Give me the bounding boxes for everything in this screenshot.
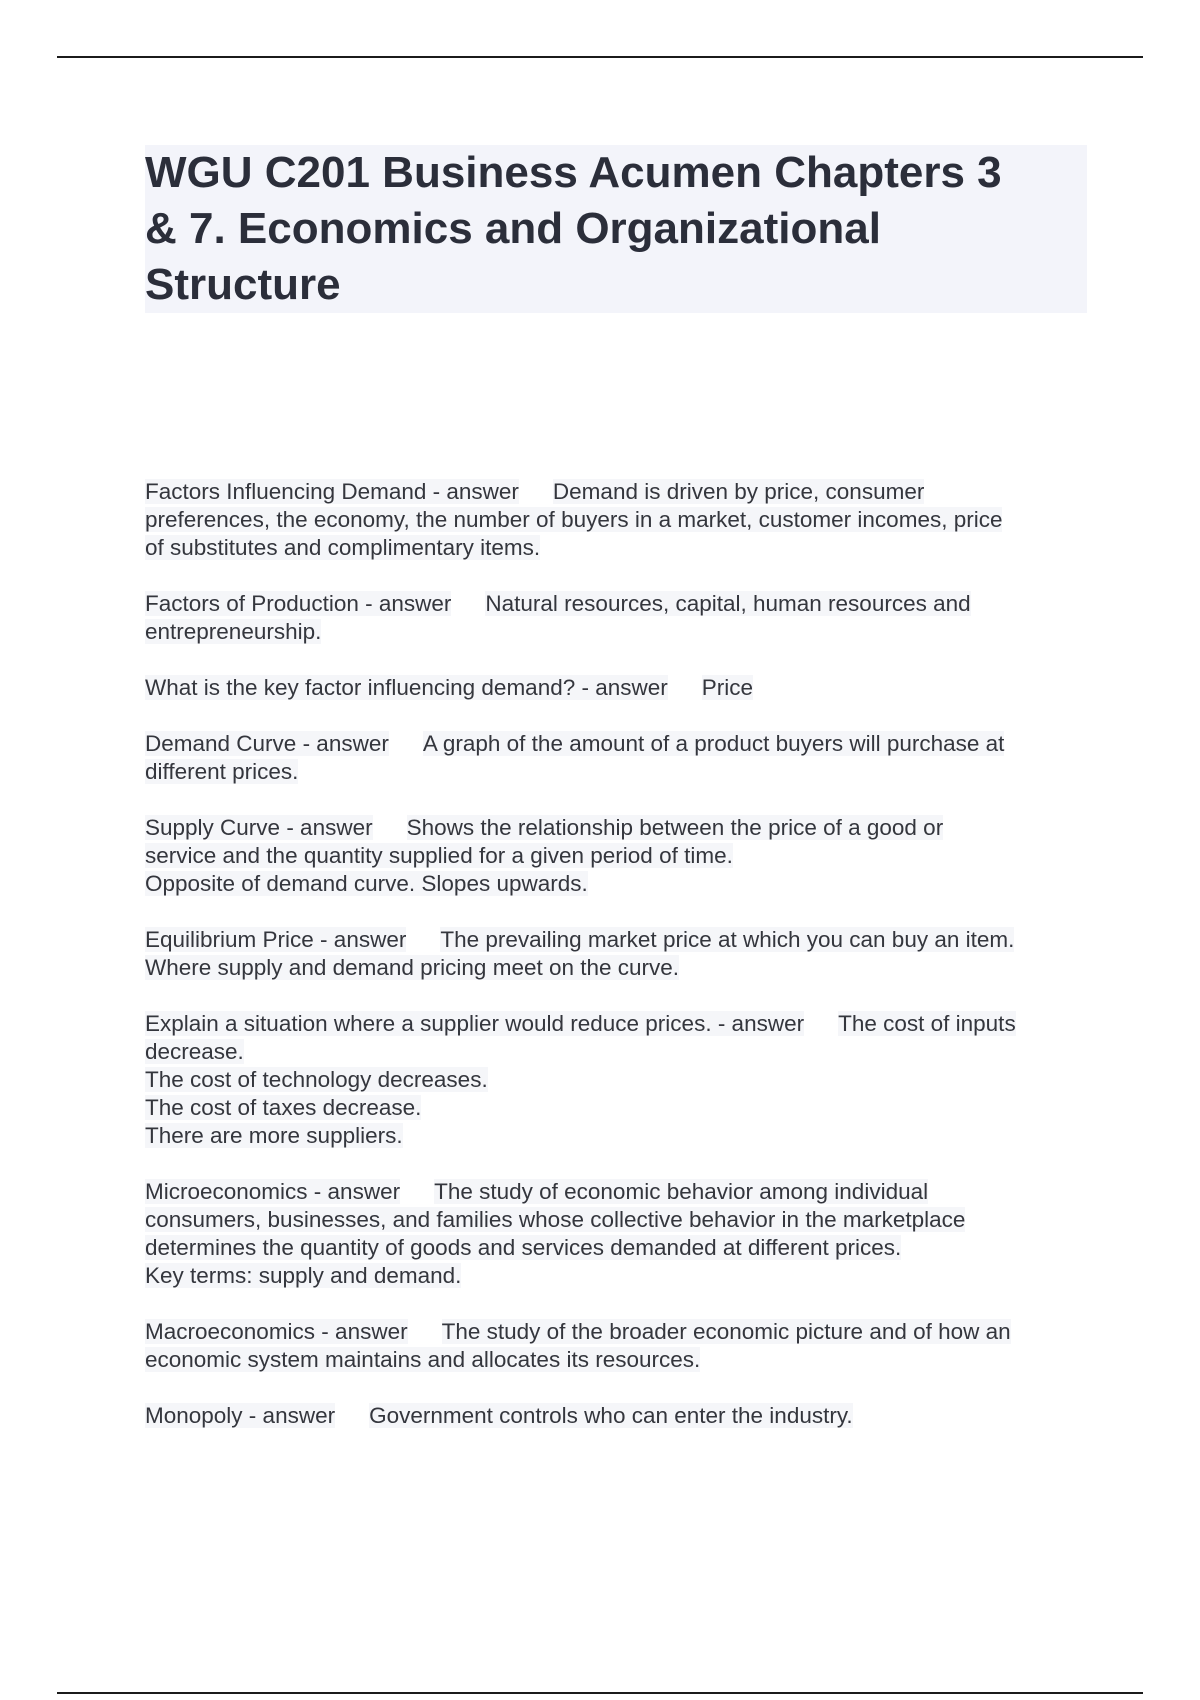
flashcard-entry: [145, 926, 1095, 982]
flashcard-entry: [145, 1010, 1095, 1150]
entry-line: [145, 842, 1095, 870]
entry-line: [145, 926, 1095, 954]
document-title: [145, 145, 1105, 313]
entry-line: [145, 1178, 1095, 1206]
entry-line: [145, 618, 1095, 646]
definition-text: Natural resources, capital, human resources and: [485, 591, 971, 616]
term-text: Macroeconomics - answer: [145, 1319, 408, 1344]
definition-text: service and the quantity supplied for a given period of time.: [145, 843, 733, 868]
flashcard-entry: [145, 1318, 1095, 1374]
definition-text: Government controls who can enter the industry.: [369, 1403, 853, 1428]
top-rule: [57, 56, 1143, 58]
definition-text: different prices.: [145, 759, 299, 784]
term-text: Monopoly - answer: [145, 1403, 336, 1428]
entry-line: [145, 1318, 1095, 1346]
definition-text: of substitutes and complimentary items.: [145, 535, 541, 560]
entry-line: [145, 1038, 1095, 1066]
entry-line: [145, 1094, 1095, 1122]
title-line: & 7. Economics and Organizational: [145, 204, 881, 253]
entry-line: [145, 478, 1095, 506]
term-text: Equilibrium Price - answer: [145, 927, 407, 952]
entry-line: [145, 534, 1095, 562]
flashcard-entry: [145, 674, 1095, 702]
definition-text: A graph of the amount of a product buyers will purchase at: [422, 731, 1005, 756]
term-text: Factors Influencing Demand - answer: [145, 479, 519, 504]
bottom-rule: [57, 1692, 1143, 1694]
definition-text: The prevailing market price at which you can buy an item.: [440, 927, 1015, 952]
definition-text: determines the quantity of goods and services demanded at different prices.: [145, 1235, 902, 1260]
definition-text: The cost of taxes decrease.: [145, 1095, 422, 1120]
definition-text: Opposite of demand curve. Slopes upwards.: [145, 871, 588, 896]
entry-line: [145, 954, 1095, 982]
entry-line: [145, 1010, 1095, 1038]
entry-line: [145, 1066, 1095, 1094]
term-text: Demand Curve - answer: [145, 731, 389, 756]
entry-line: [145, 674, 1095, 702]
definition-text: decrease.: [145, 1039, 244, 1064]
title-block: [145, 145, 1087, 313]
term-text: Supply Curve - answer: [145, 815, 373, 840]
flashcard-entry: [145, 730, 1095, 786]
term-text: Explain a situation where a supplier would reduce prices. - answer: [145, 1011, 805, 1036]
term-text: Microeconomics - answer: [145, 1179, 401, 1204]
entry-line: [145, 1262, 1095, 1290]
definition-text: preferences, the economy, the number of buyers in a market, customer incomes, price: [145, 507, 1003, 532]
entry-line: [145, 814, 1095, 842]
flashcard-entry: [145, 814, 1095, 898]
definition-text: consumers, businesses, and families whose collective behavior in the marketplace: [145, 1207, 966, 1232]
flashcard-entry: [145, 1178, 1095, 1290]
definition-text: Demand is driven by price, consumer: [552, 479, 925, 504]
entry-line: [145, 1122, 1095, 1150]
entry-line: [145, 590, 1095, 618]
entry-line: [145, 730, 1095, 758]
definition-text: entrepreneurship.: [145, 619, 322, 644]
flashcard-entry: [145, 590, 1095, 646]
definition-text: The study of the broader economic picture and of how an: [441, 1319, 1011, 1344]
definition-text: economic system maintains and allocates its resources.: [145, 1347, 701, 1372]
term-text: What is the key factor influencing demand? - answer: [145, 675, 668, 700]
entry-line: [145, 758, 1095, 786]
definition-text: The cost of technology decreases.: [145, 1067, 488, 1092]
entry-line: [145, 1402, 1095, 1430]
definition-text: The study of economic behavior among individual: [434, 1179, 929, 1204]
definition-text: The cost of inputs: [838, 1011, 1016, 1036]
entry-line: [145, 1234, 1095, 1262]
title-line: Structure: [145, 260, 341, 309]
entry-line: [145, 1206, 1095, 1234]
entry-line: [145, 870, 1095, 898]
definition-text: Where supply and demand pricing meet on the curve.: [145, 955, 680, 980]
definition-text: Key terms: supply and demand.: [145, 1263, 462, 1288]
flashcard-entry: [145, 478, 1095, 562]
flashcard-entry: [145, 1402, 1095, 1430]
entry-line: [145, 1346, 1095, 1374]
term-text: Factors of Production - answer: [145, 591, 452, 616]
title-line: WGU C201 Business Acumen Chapters 3: [145, 148, 1002, 197]
flashcard-list: [145, 478, 1095, 1458]
definition-text: Shows the relationship between the price of a good or: [406, 815, 944, 840]
entry-line: [145, 506, 1095, 534]
definition-text: Price: [701, 675, 754, 700]
definition-text: There are more suppliers.: [145, 1123, 403, 1148]
